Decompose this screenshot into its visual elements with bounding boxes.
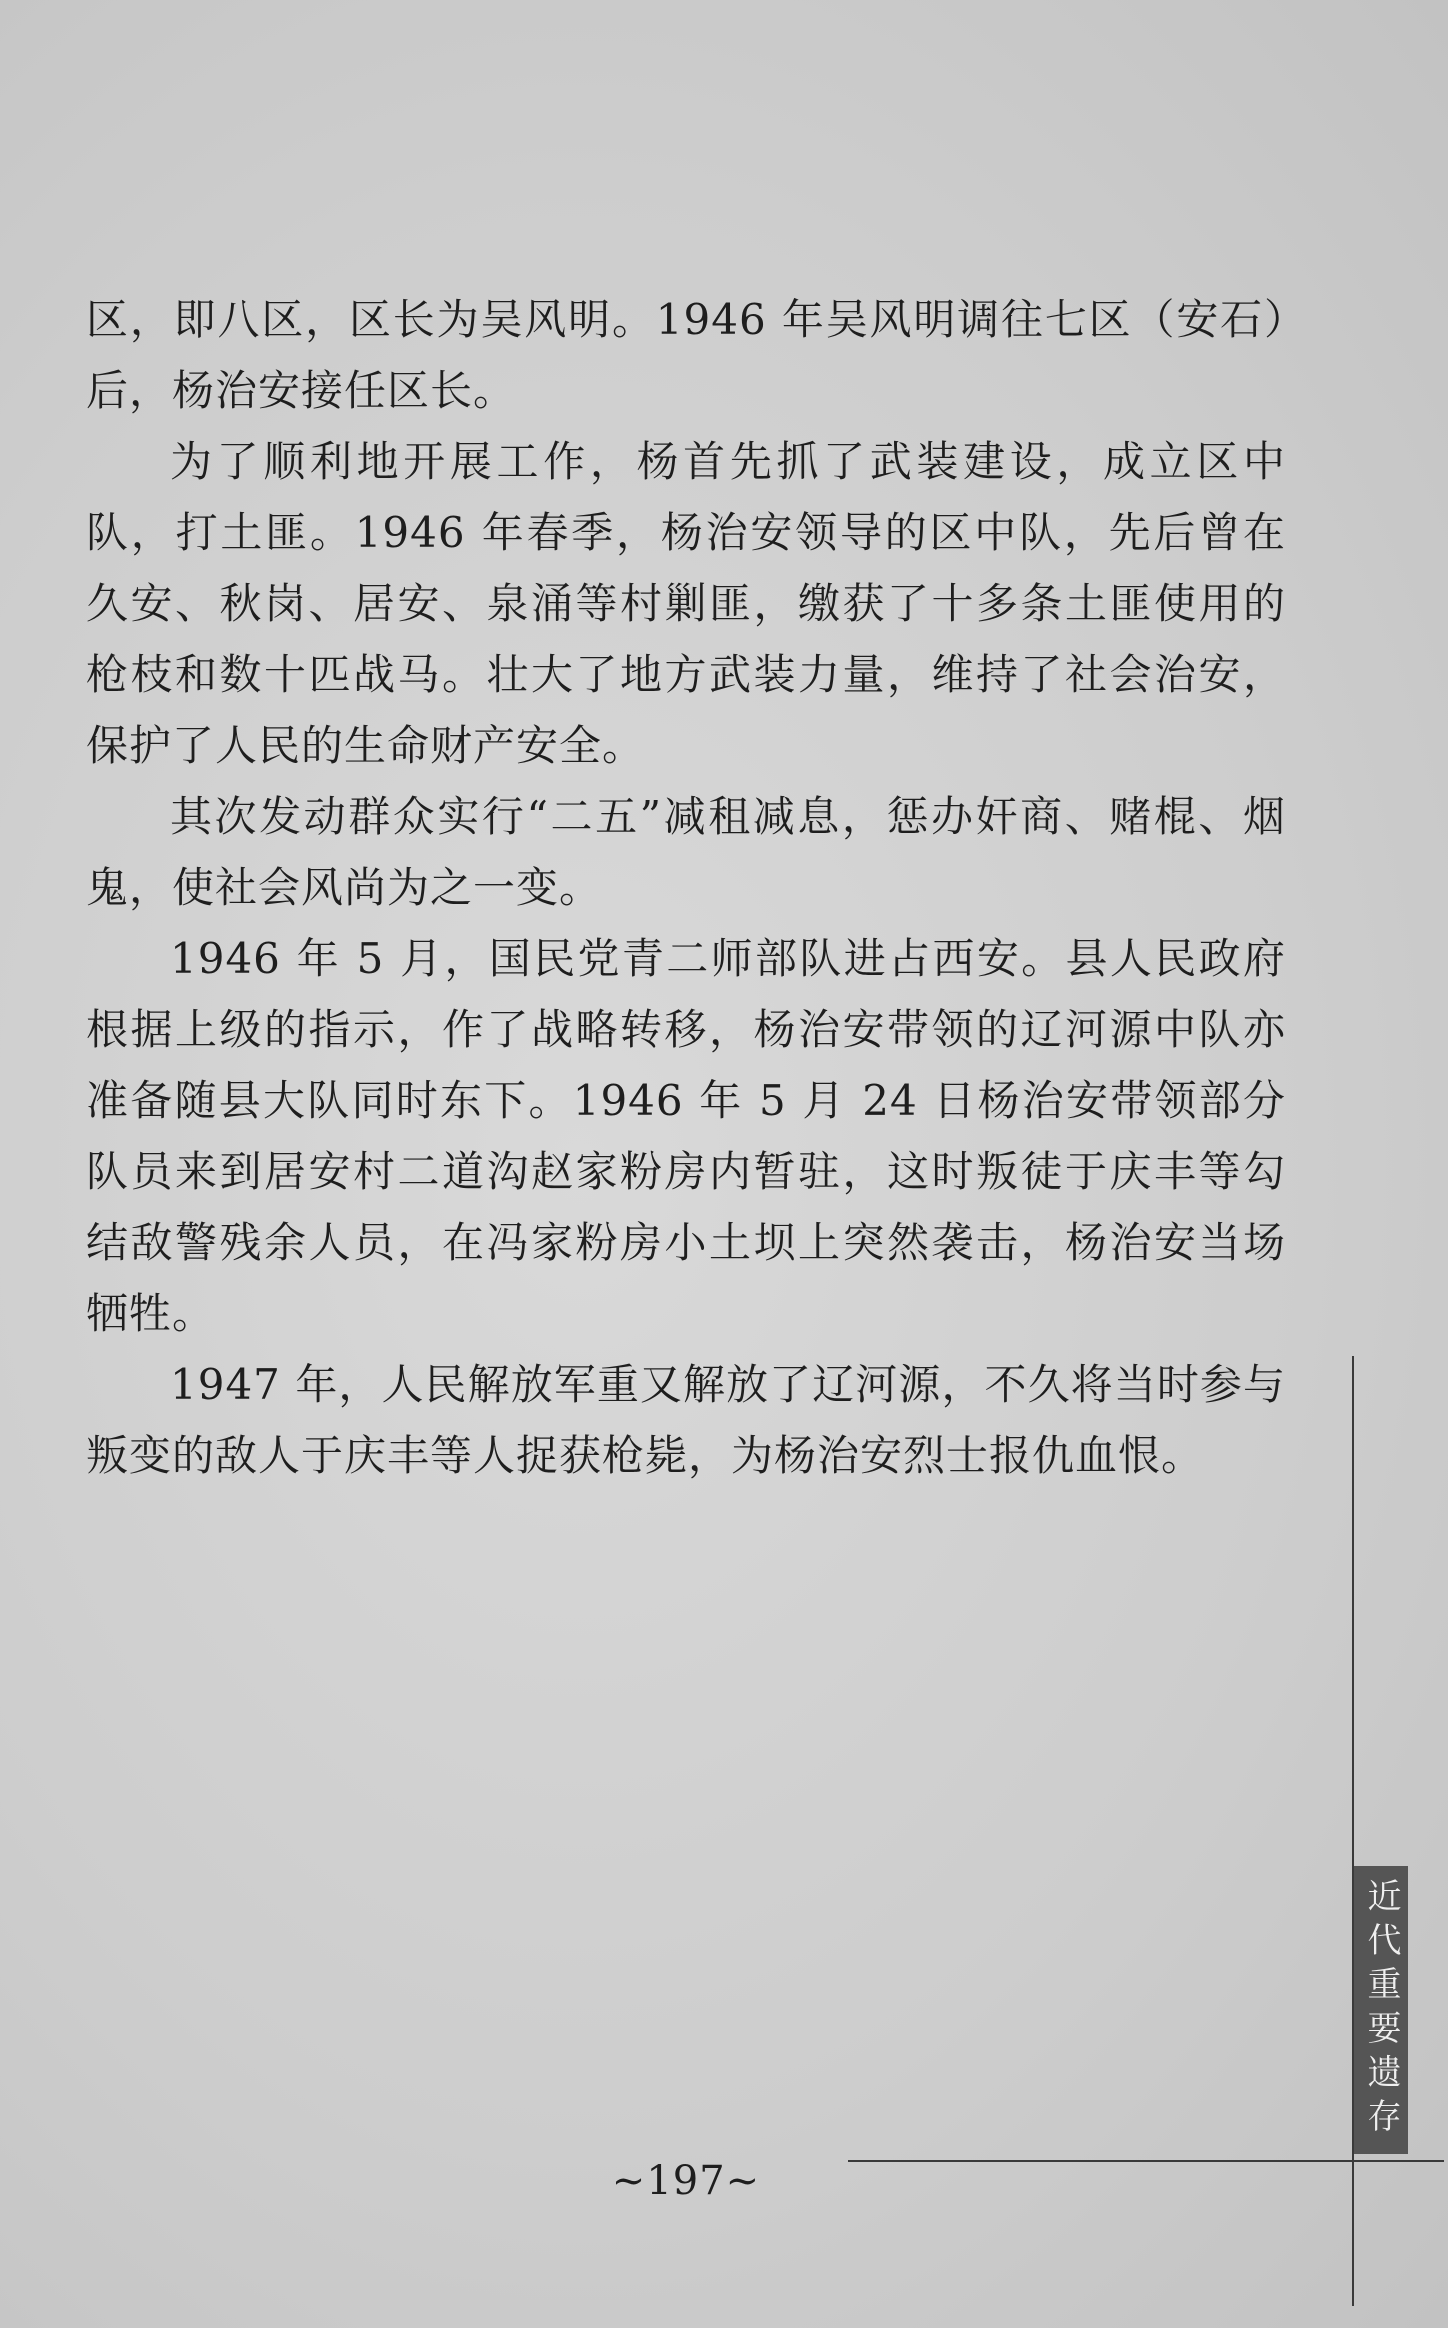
- paragraph-4: 1946 年 5 月，国民党青二师部队进占西安。县人民政府根据上级的指示，作了战略转移，杨治安带领的辽河源中队亦准备随县大队同时东下。1946 年 5 月 24 日杨治安带领部分队员来到居安村二道沟赵家粉房内暂驻，这时叛徒于庆丰等勾结敌警残余人员，在冯家粉房小土坝上突然袭击，杨治安当场牺牲。: [86, 934, 1286, 1338]
- paragraph-2: 为了顺利地开展工作，杨首先抓了武装建设，成立区中队，打土匪。1946 年春季，杨治安领导的区中队，先后曾在久安、秋岗、居安、泉涌等村剿匪，缴获了十多条土匪使用的枪枝和数十匹战马。壮大了地方武装力量，维持了社会治安，保护了人民的生命财产安全。: [86, 437, 1286, 770]
- page-number: ~197~: [611, 2158, 761, 2204]
- paragraph-3: 其次发动群众实行“二五”减租减息，惩办奸商、赌棍、烟鬼，使社会风尚为之一变。: [86, 792, 1286, 912]
- section-tab-label: 近代重要遗存: [1361, 1878, 1401, 2142]
- paragraph-1: 区，即八区，区长为吴风明。1946 年吴风明调往七区（安石）后，杨治安接任区长。: [86, 295, 1286, 415]
- body-text: [86, 284, 1286, 1491]
- section-tab: [1354, 1866, 1408, 2154]
- paragraph-5: 1947 年，人民解放军重又解放了辽河源，不久将当时参与叛变的敌人于庆丰等人捉获枪毙，为杨治安烈士报仇血恨。: [86, 1360, 1286, 1480]
